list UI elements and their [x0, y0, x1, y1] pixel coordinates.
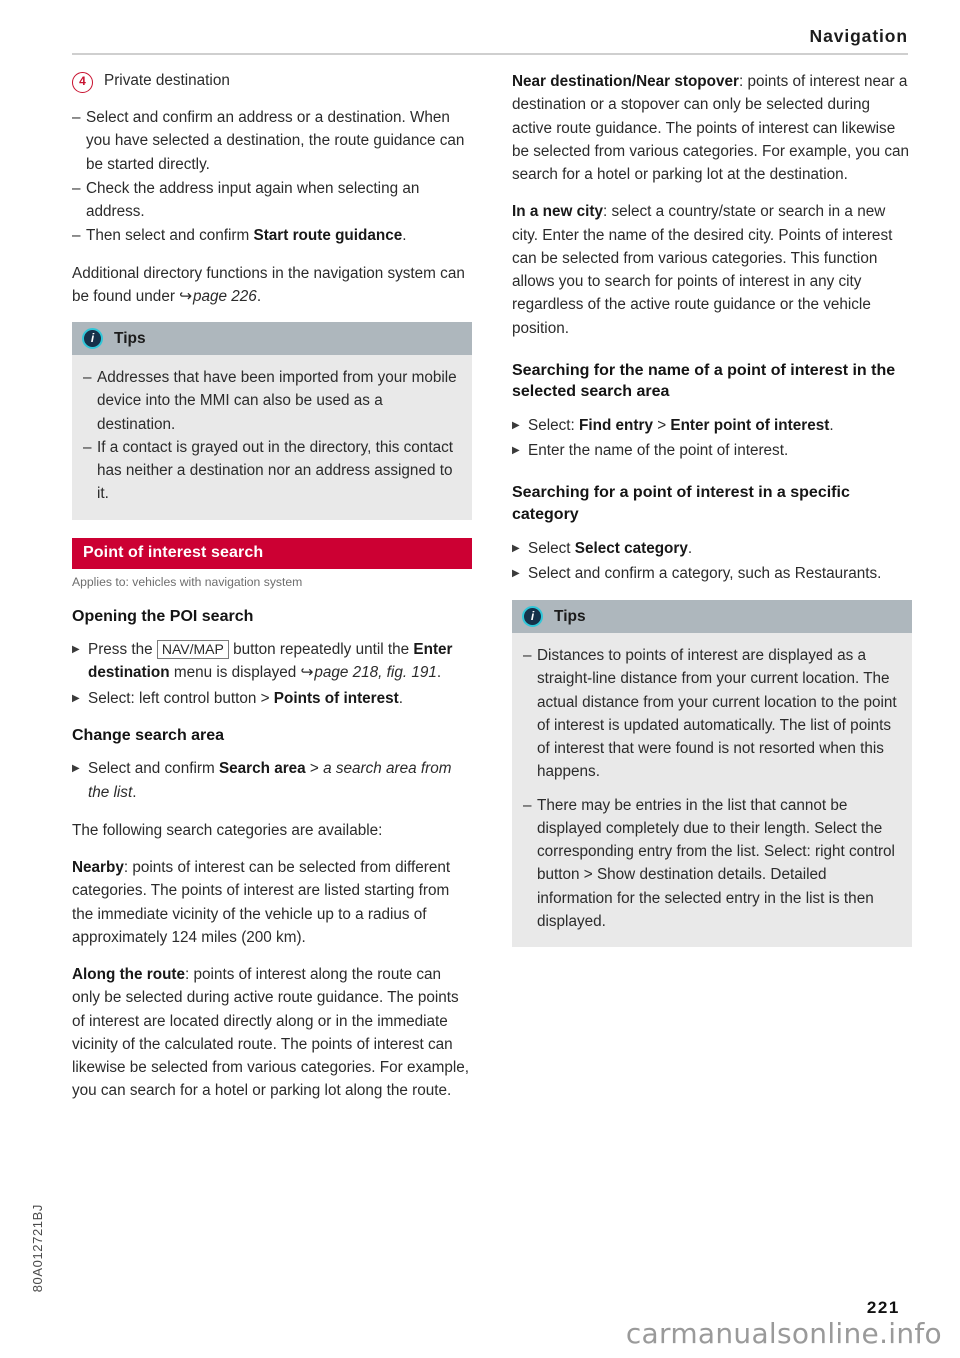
xref-arrow-icon: ↪	[179, 287, 192, 305]
navmap-button-keycap[interactable]: NAV/MAP	[157, 640, 229, 659]
dash-bullet: –	[523, 796, 532, 814]
search-by-category-steps	[512, 537, 912, 586]
xref-target: page 218, fig. 191	[314, 664, 437, 682]
category-in-a-new-city	[512, 200, 912, 340]
subheading-opening-poi-search: Opening the POI search	[72, 607, 254, 625]
dash-bullet: –	[72, 109, 81, 126]
opening-poi-steps	[72, 638, 472, 710]
menu-name-bold: Enter destination	[88, 641, 453, 682]
category-description: : points of interest can be selected from different categories. The points of interest are listed starting from the immediate vicinity of the vehicle up to a radius of approximately 124 miles (200 km).	[72, 859, 451, 946]
tips-body	[72, 355, 472, 520]
triangle-bullet-icon: ▶	[72, 763, 80, 775]
subheading-search-by-category: Searching for a point of interest in a specific category	[512, 484, 850, 524]
category-name: In a new city	[512, 203, 603, 221]
search-categories-intro: The following search categories are available:	[72, 821, 383, 839]
tips-box-right	[512, 600, 912, 947]
triangle-bullet-icon: ▶	[72, 644, 80, 656]
list-item-text: Addresses that have been imported from your mobile device into the MMI can also be used as a destination.	[97, 369, 457, 433]
list-item-text	[86, 224, 472, 247]
list-item	[512, 414, 912, 437]
legend-item-private-destination	[72, 70, 472, 93]
info-icon: i	[522, 606, 543, 627]
category-name: Along the route	[72, 966, 186, 984]
tips-list	[83, 366, 459, 506]
list-item	[523, 644, 899, 784]
step-middle: button repeatedly until the	[228, 641, 414, 659]
category-name: Near destination/Near stopover	[512, 73, 739, 90]
list-item	[72, 638, 472, 685]
triangle-bullet-icon: ▶	[512, 542, 520, 554]
step-prefix: Select and confirm	[88, 760, 219, 778]
step-suffix: .	[402, 227, 407, 245]
right-column	[512, 70, 912, 965]
list-item-text	[88, 687, 472, 710]
tips-title: Tips	[554, 607, 586, 625]
category-name: Nearby	[72, 859, 124, 877]
list-item	[512, 562, 912, 585]
triangle-bullet-icon: ▶	[72, 692, 80, 704]
list-item-text	[528, 537, 912, 560]
triangle-bullet-icon: ▶	[512, 419, 520, 431]
list-item-text	[88, 638, 472, 685]
directory-note	[72, 262, 472, 309]
step-prefix: Select	[528, 539, 575, 557]
source-watermark: carmanualsonline.info	[625, 1317, 942, 1350]
dash-bullet: –	[72, 179, 81, 197]
category-near-destination	[512, 70, 912, 186]
menu-name-bold: Points of interest	[273, 689, 399, 707]
step-prefix: Then select and confirm	[86, 227, 254, 245]
menu-name-bold: Search area	[218, 760, 306, 778]
tips-header	[72, 322, 472, 355]
step-middle: >	[305, 760, 324, 778]
menu-name-bold: Find entry	[579, 416, 653, 434]
directory-note-text: Additional directory functions in the navigation system can be found under	[72, 264, 465, 305]
running-header	[72, 26, 908, 56]
list-item-text: Check the address input again when selecting an address.	[86, 179, 420, 220]
list-item-text	[528, 414, 912, 437]
step-prefix: Select: left control button >	[88, 689, 274, 707]
step-suffix: .	[829, 416, 834, 434]
tips-header	[512, 600, 912, 633]
page-title: Navigation	[809, 26, 908, 46]
cross-reference	[179, 288, 257, 305]
list-item	[72, 224, 472, 247]
step-prefix: Press the	[88, 641, 157, 659]
dash-bullet: –	[83, 369, 92, 386]
search-by-name-steps	[512, 414, 912, 463]
list-item	[523, 794, 899, 934]
list-item-text: Distances to points of interest are displayed as a straight-line distance from your current location. The actual distance from your current location to the point of interest is updated automatically. The list of points of interest that were found is not resorted when this happens.	[537, 647, 897, 781]
list-item-text: Select and confirm a category, such as Restaurants.	[528, 564, 882, 582]
page-number: 221	[866, 1298, 900, 1317]
tips-list	[523, 794, 899, 934]
list-item	[512, 537, 912, 560]
tips-list	[523, 644, 899, 784]
subheading-search-by-name: Searching for the name of a point of interest in the selected search area	[512, 361, 896, 401]
list-item	[72, 177, 472, 224]
legend-label: Private destination	[104, 72, 230, 89]
cross-reference	[301, 664, 437, 681]
tips-title: Tips	[114, 329, 146, 347]
document-part-number: 80A012721BJ	[30, 1203, 45, 1292]
tips-body	[512, 633, 912, 947]
tips-box-left	[72, 322, 472, 520]
list-item	[72, 687, 472, 710]
step-bold-term: Start route guidance	[253, 227, 403, 245]
list-item-text: If a contact is grayed out in the directory, this contact has neither a destination nor an address assigned to it.	[97, 438, 453, 503]
list-item	[512, 439, 912, 462]
step-middle: >	[652, 416, 671, 434]
header-divider	[72, 53, 908, 55]
change-search-area-steps	[72, 757, 472, 804]
xref-arrow-icon: ↪	[300, 664, 314, 682]
step-suffix: .	[687, 539, 693, 557]
category-description: : select a country/state or search in a new city. Enter the name of the desired city. Points of interest can be selected from various categories. This function allows you to search for points of interest in any city regardless of the active route guidance or the vehicle position.	[512, 203, 893, 337]
step-end: .	[436, 664, 442, 682]
section-heading-point-of-interest-search: Point of interest search	[72, 538, 472, 569]
step-suffix: .	[398, 689, 403, 707]
category-description: : points of interest near a destination or a stopover can only be selected during active route guidance. The points of interest can likewise be selected from various categories. For example, you can search for a hotel or parking lot at the destination.	[512, 73, 910, 183]
category-nearby	[72, 856, 472, 949]
list-item	[72, 757, 472, 804]
menu-name-bold: Select category	[574, 539, 688, 557]
list-item-text: There may be entries in the list that cannot be displayed completely due to their length. Select the corresponding entry from the list. Select: right control button > Show destination details. Detailed information for the selected entry in the list is then displayed.	[537, 796, 895, 930]
legend-steps-list	[72, 106, 472, 248]
directory-note-suffix: .	[256, 287, 262, 305]
list-item-text: Select and confirm an address or a destination. When you have selected a destination, the route guidance can be started directly.	[86, 109, 465, 173]
step-italic: a search area from the list	[88, 760, 452, 801]
list-item-text: Enter the name of the point of interest.	[528, 442, 789, 460]
dash-bullet: –	[523, 647, 532, 665]
menu-name-bold: Enter point of interest	[670, 416, 830, 434]
step-suffix: .	[132, 783, 137, 801]
dash-bullet: –	[83, 438, 92, 456]
list-item	[83, 436, 459, 506]
subheading-change-search-area: Change search area	[72, 726, 225, 744]
step-suffix: menu is displayed	[169, 664, 301, 682]
step-prefix: Select:	[528, 416, 580, 434]
info-icon: i	[82, 328, 103, 349]
applies-to-note: Applies to: vehicles with navigation system	[72, 574, 303, 589]
category-along-the-route	[72, 963, 472, 1103]
xref-target: page 226	[193, 287, 257, 305]
list-item	[72, 106, 472, 176]
triangle-bullet-icon: ▶	[512, 445, 520, 457]
legend-number-badge: 4	[72, 72, 93, 93]
list-item-text	[88, 757, 472, 804]
list-item	[83, 366, 459, 436]
category-description: : points of interest along the route can only be selected during active route guidance. The points of interest are located directly along or in the immediate vicinity of the calculated route. The points of interest can likewise be selected from various categories. For example, you can search for a hotel or parking lot along the route.	[72, 966, 470, 1100]
left-column	[72, 70, 472, 1117]
dash-bullet: –	[72, 227, 81, 245]
triangle-bullet-icon: ▶	[512, 567, 520, 579]
